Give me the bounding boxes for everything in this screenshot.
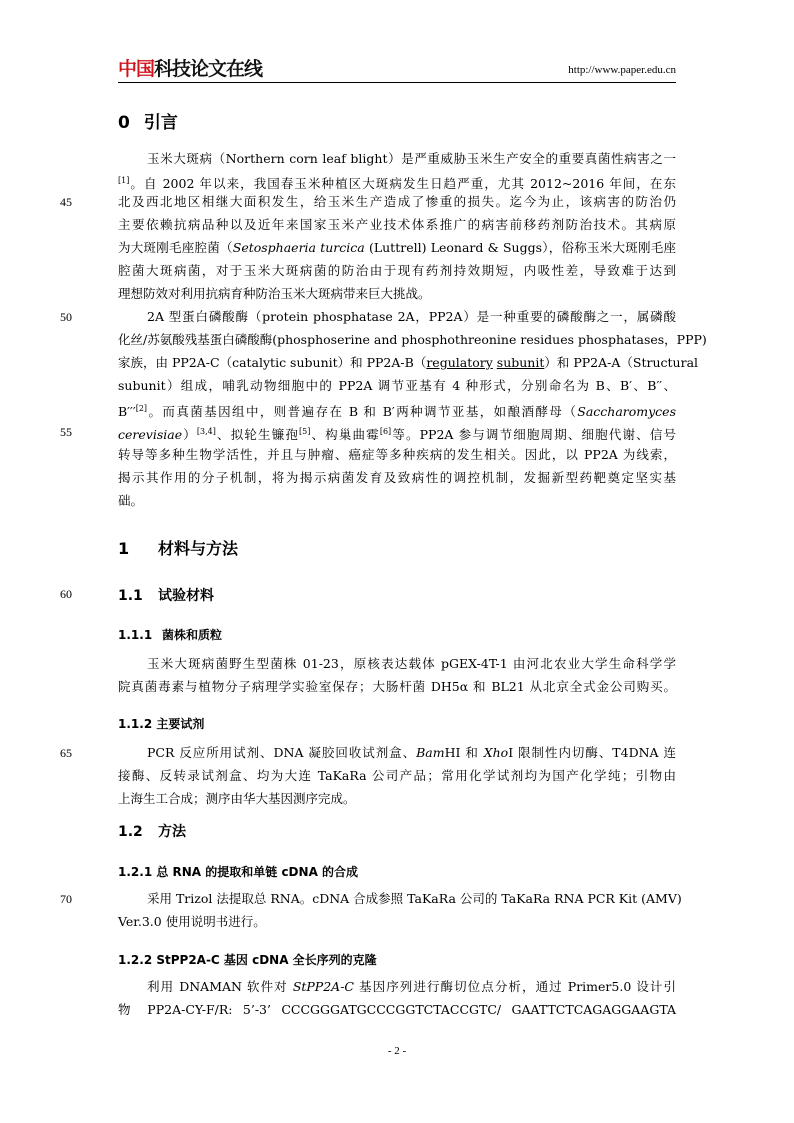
section-number: 1.1.1 [118, 628, 153, 642]
para4-line2: 接酶、反转录试剂盒、均为大连 TaKaRa 公司产品；常用化学试剂均为国产化学纯；引物由 [118, 768, 676, 783]
section-number: 0 [118, 113, 130, 133]
para2-line6-d: 、构巢曲霉 [310, 427, 380, 443]
para1-line3: 北及西北地区相继大面积发生，给玉米生产造成了惨重的损失。迄今为止，该病害的防治仍 [118, 194, 676, 209]
para2-line6-c: 、拟轮生镰孢 [215, 427, 300, 443]
para2-line4: subunit）组成，哺乳动物细胞中的 PP2A 调节亚基有 4 种形式，分别命名为 B、B′、B′′、 [118, 378, 676, 393]
para6-line2: 物 PP2A-CY-F/R: 5’-3’ CCCGGGATGCCCGGTCTACCGTC/ GAATTCTCAGAGGAAGTA [118, 1002, 676, 1017]
para3-line2: 院真菌毒素与植物分子病理学实验室保存；大肠杆菌 DH5α 和 BL21 从北京全式金公司购买。 [118, 679, 676, 694]
enzyme-name: Bam [416, 745, 445, 760]
subsection-1-2-2-heading: 1.2.2 StPP2A-C 基因 cDNA 全长序列的克隆 [118, 953, 377, 967]
section-title: 方法 [158, 824, 186, 840]
para4-line1-c: I 限制性内切酶、T4DNA 连 [508, 745, 676, 760]
page-number: - 2 - [387, 1045, 407, 1057]
para4-line1-b: HI 和 [444, 745, 484, 760]
para5-line2: Ver.3.0 使用说明书进行。 [118, 914, 266, 929]
page-header [118, 56, 676, 82]
line-number: 70 [60, 892, 72, 906]
line-number: 50 [60, 310, 72, 324]
section-number: 1.1 [118, 588, 143, 604]
line-number: 45 [60, 195, 72, 209]
citation: [2] [135, 404, 148, 413]
para2-line5-b: 。而真菌基因组中，则普遍存在 B 和 B′两种调节亚基，如酿酒酵母（ [147, 404, 578, 420]
subsection-1-1-heading [118, 585, 214, 605]
para2-line3 [118, 355, 699, 371]
para2-line2: 化丝/苏氨酸残基蛋白磷酸酶(phosphoserine and phosphothreonine residues phosphatases，PPP) [118, 332, 707, 347]
citation: [3,4] [196, 427, 216, 436]
subsection-1-2-heading [118, 821, 186, 841]
site-logo [118, 56, 262, 82]
line-number: 60 [60, 587, 72, 601]
citation: [6] [379, 427, 392, 436]
para2-line6 [118, 424, 676, 443]
para4-line1-a: PCR 反应所用试剂、DNA 凝胶回收试剂盒、 [147, 745, 417, 760]
para1-line4: 主要依赖抗病品种以及近年来国家玉米产业技术体系推广的病害前移药剂防治技术。其病原 [118, 217, 676, 232]
para5-line1: 采用 Trizol 法提取总 RNA。cDNA 合成参照 TaKaRa 公司的 TaKaRa RNA PCR Kit (AMV) [147, 891, 682, 906]
subsection-1-2-1-heading: 1.2.1 总 RNA 的提取和单链 cDNA 的合成 [118, 865, 359, 879]
para1-line5-a: 为大斑刚毛座腔菌（ [118, 240, 233, 255]
para1-line5-b: (Luttrell) Leonard & Suggs），俗称玉米大斑刚毛座 [364, 240, 676, 255]
para1-line6: 腔菌大斑病菌，对于玉米大斑病菌的防治由于现有药剂持效期短，内吸性差，导致难于达到 [118, 263, 676, 278]
section-title: 试验材料 [158, 588, 214, 604]
underlined-term: regulatory [426, 355, 493, 370]
para2-line9: 础。 [118, 493, 144, 508]
species-name: Saccharomyces [577, 404, 676, 420]
species-name: cerevisiae [118, 427, 183, 443]
para6-line1 [147, 979, 676, 995]
section-title: 菌株和质粒 [162, 628, 223, 642]
section-number: 1 [118, 539, 130, 558]
para6-line1-b: 基因序列进行酶切位点分析，通过 Primer5.0 设计引 [354, 979, 676, 994]
line-number: 65 [60, 746, 72, 760]
para2-line1: 2A 型蛋白磷酸酶（protein phosphatase 2A，PP2A）是一种重要的磷酸酶之一，属磷酸 [147, 309, 676, 324]
para2-line3-a: 家族，由 PP2A-C（catalytic subunit）和 PP2A-B（ [118, 355, 427, 370]
citation: [5] [299, 427, 311, 436]
subsection-1-1-2-heading: 1.1.2 主要试剂 [118, 717, 205, 731]
para2-line6-e: 等。PP2A 参与调节细胞周期、细胞代谢、信号 [391, 427, 676, 443]
para2-line5-a: B′′′ [118, 404, 136, 420]
header-url: http://www.paper.edu.cn [568, 64, 676, 76]
para3-line1: 玉米大斑病菌野生型菌株 01-23，原核表达载体 pGEX-4T-1 由河北农业大学生命科学学 [147, 656, 676, 671]
line-number: 55 [60, 425, 72, 439]
citation: [1] [118, 176, 130, 185]
para2-line3-b: ）和 PP2A-A（Structural [544, 355, 699, 370]
para1-line2 [118, 173, 676, 192]
section-number: 1.2 [118, 824, 143, 840]
para6-line1-a: 利用 DNAMAN 软件对 [147, 979, 293, 994]
para2-line6-b: ） [182, 427, 197, 443]
subsection-1-1-1-heading [118, 626, 222, 643]
gene-name: StPP2A-C [292, 979, 354, 994]
para2-line8: 揭示其作用的分子机制，将为揭示病菌发育及致病性的调控机制，发掘新型药靶奠定坚实基 [118, 470, 676, 485]
para1-line5 [118, 240, 676, 256]
logo-black-text: 科技论文在线 [154, 58, 263, 80]
para2-line7: 转导等多种生物学活性，并且与肿瘤、癌症等多种疾病的发生相关。因此，以 PP2A 为线索， [118, 447, 676, 462]
header-rule [118, 82, 676, 83]
section-title: 材料与方法 [158, 539, 239, 558]
para1-line2-text: 。自 2002 年以来，我国春玉米种植区大斑病发生日趋严重，尤其 2012~2016 年间，在东 [129, 176, 676, 192]
enzyme-name: Xho [483, 745, 509, 760]
logo-red-text: 中国 [118, 58, 155, 80]
para1-line7: 理想防效对利用抗病育种防治玉米大斑病带来巨大挑战。 [118, 286, 431, 301]
species-name: Setosphaeria turcica [232, 240, 365, 255]
para2-line5 [118, 401, 676, 420]
underlined-term: subunit [496, 355, 545, 370]
para4-line1 [147, 745, 676, 761]
section-0-heading [118, 108, 178, 133]
para4-line3: 上海生工合成；测序由华大基因测序完成。 [118, 791, 356, 806]
para1-line1: 玉米大斑病（Northern corn leaf blight）是严重威胁玉米生产安全的重要真菌性病害之一 [147, 151, 676, 166]
section-title: 引言 [143, 113, 178, 133]
section-1-heading [118, 536, 238, 559]
